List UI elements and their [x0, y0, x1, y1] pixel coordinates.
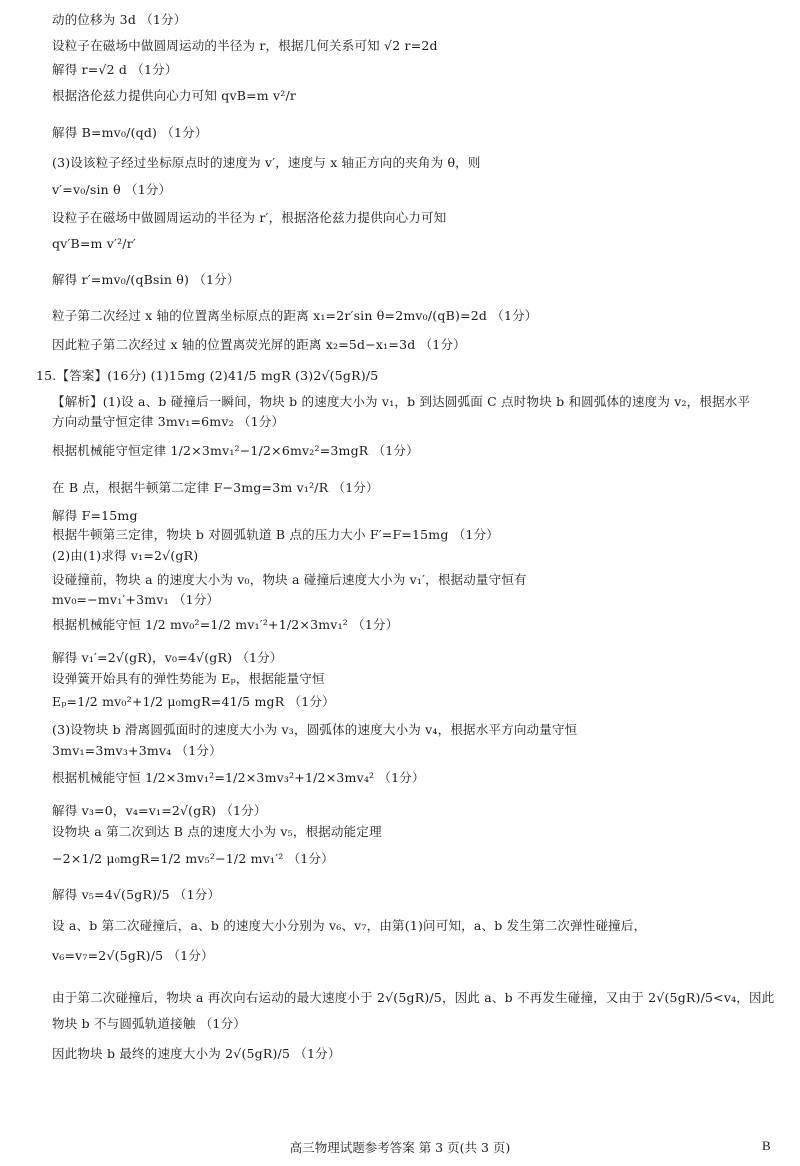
text-line: 方向动量守恒定律 3mv₁=6mv₂ （1分） — [52, 414, 285, 429]
text-line: (3)设该粒子经过坐标原点时的速度为 v′，速度与 x 轴正方向的夹角为 θ，则 — [52, 155, 481, 170]
text-line: 3mv₁=3mv₃+3mv₄ （1分） — [52, 743, 222, 758]
text-line: (2)由(1)求得 v₁=2√(gR) — [52, 548, 199, 563]
paper-version-label: B — [762, 1138, 771, 1153]
text-line: 设弹簧开始具有的弹性势能为 Eₚ，根据能量守恒 — [52, 671, 325, 686]
text-line: 设物块 a 第二次到达 B 点的速度大小为 v₅，根据动能定理 — [52, 824, 382, 839]
text-line: 设粒子在磁场中做圆周运动的半径为 r′，根据洛伦兹力提供向心力可知 — [52, 210, 447, 225]
text-line: 设碰撞前，物块 a 的速度大小为 v₀，物块 a 碰撞后速度大小为 v₁′，根据动量守恒有 — [52, 572, 527, 587]
text-line: 根据牛顿第三定律，物块 b 对圆弧轨道 B 点的压力大小 F′=F=15mg （1分） — [52, 527, 499, 542]
text-line: 因此粒子第二次经过 x 轴的位置离荧光屏的距离 x₂=5d−x₁=3d （1分） — [52, 337, 466, 352]
text-line: 【解析】(1)设 a、b 碰撞后一瞬间，物块 b 的速度大小为 v₁，b 到达圆弧面 C 点时物块 b 和圆弧体的速度为 v₂，根据水平 — [52, 394, 751, 409]
text-line: −2×1/2 μ₀mgR=1/2 mv₅²−1/2 mv₁′² （1分） — [52, 851, 334, 866]
text-line: 物块 b 不与圆弧轨道接触 （1分） — [52, 1016, 246, 1031]
text-line: (3)设物块 b 滑离圆弧面时的速度大小为 v₃，圆弧体的速度大小为 v₄，根据水平方向动量守恒 — [52, 722, 578, 737]
text-line: v₆=v₇=2√(5gR)/5 （1分） — [52, 948, 214, 963]
text-line: 动的位移为 3d （1分） — [52, 12, 187, 27]
text-line: 根据机械能守恒定律 1/2×3mv₁²−1/2×6mv₂²=3mgR （1分） — [52, 443, 419, 458]
text-line: 解得 F=15mg — [52, 508, 138, 523]
text-line: 解得 v₅=4√(5gR)/5 （1分） — [52, 887, 221, 902]
text-line: qv′B=m v′²/r′ — [52, 236, 136, 251]
text-line: 设 a、b 第二次碰撞后，a、b 的速度大小分别为 v₆、v₇，由第(1)问可知，a、b 发生第二次弹性碰撞后， — [52, 918, 647, 933]
text-line: 在 B 点，根据牛顿第二定律 F−3mg=3m v₁²/R （1分） — [52, 480, 379, 495]
text-line: v′=v₀/sin θ （1分） — [52, 182, 172, 197]
text-line: 根据洛伦兹力提供向心力可知 qvB=m v²/r — [52, 88, 297, 103]
text-line: mv₀=−mv₁′+3mv₁ （1分） — [52, 592, 220, 607]
text-line: 因此物块 b 最终的速度大小为 2√(5gR)/5 （1分） — [52, 1046, 341, 1061]
text-line: Eₚ=1/2 mv₀²+1/2 μ₀mgR=41/5 mgR （1分） — [52, 694, 335, 709]
page-footer: 高三物理试题参考答案 第 3 页(共 3 页) — [289, 1140, 511, 1155]
text-line: 设粒子在磁场中做圆周运动的半径为 r，根据几何关系可知 √2 r=2d — [52, 38, 438, 53]
text-line: 解得 v₃=0，v₄=v₁=2√(gR) （1分） — [52, 803, 267, 818]
text-line: 根据机械能守恒 1/2 mv₀²=1/2 mv₁′²+1/2×3mv₁² （1分） — [52, 617, 399, 632]
text-line: 解得 v₁′=2√(gR)，v₀=4√(gR) （1分） — [52, 650, 283, 665]
text-line: 解得 B=mv₀/(qd) （1分） — [52, 125, 208, 140]
text-line: 解得 r=√2 d （1分） — [52, 62, 178, 77]
text-line: 根据机械能守恒 1/2×3mv₁²=1/2×3mv₃²+1/2×3mv₄² （1分） — [52, 770, 425, 785]
text-line: 由于第二次碰撞后，物块 a 再次向右运动的最大速度小于 2√(5gR)/5，因此 a、b 不再发生碰撞，又由于 2√(5gR)/5<v₄，因此 — [52, 990, 775, 1005]
text-line: 粒子第二次经过 x 轴的位置离坐标原点的距离 x₁=2r′sin θ=2mv₀/(qB)=2d （1分） — [52, 308, 538, 323]
question-15-answer: 15.【答案】(16分) (1)15mg (2)41/5 mgR (3)2√(5gR)/5 — [36, 368, 379, 383]
text-line: 解得 r′=mv₀/(qBsin θ) （1分） — [52, 272, 240, 287]
